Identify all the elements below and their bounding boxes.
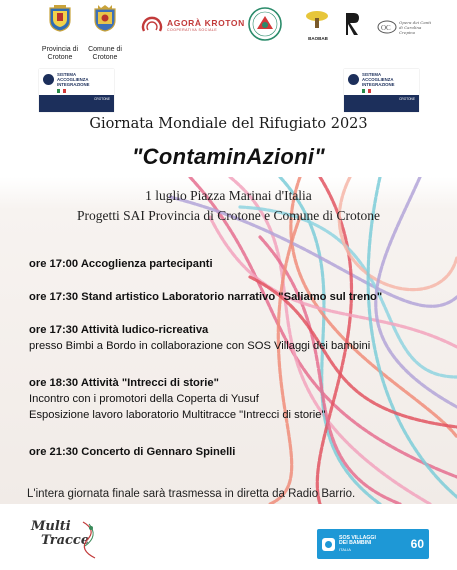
italy-flag-icon: [57, 89, 89, 93]
sos-line1: SOS VILLAGGI: [339, 534, 376, 541]
schedule-detail: presso Bimbi a Bordo in collaborazione con SOS Villaggi dei bambini: [29, 340, 371, 352]
multitracce-logo: [27, 518, 107, 564]
sai-line2: ACCOGLIENZA: [57, 76, 89, 82]
sai-line1: SISTEMA: [362, 72, 382, 77]
baobab-label: BAOBAB: [308, 36, 328, 41]
sai-dot-icon: [348, 74, 359, 85]
event-title: Giornata Mondiale del Rifugiato 2023: [89, 116, 368, 132]
r-monogram-icon: [345, 11, 361, 37]
multitracce-line2: Tracce: [41, 533, 90, 548]
schedule-detail: Incontro con i promotori della Coperta di Yusuf: [29, 393, 259, 405]
svg-text:OC: OC: [381, 24, 391, 32]
sos-line2: DEI BAMBINI: [339, 540, 372, 547]
sos-anniversary: 60: [410, 536, 424, 551]
schedule-item-4: [29, 375, 325, 423]
sai-foot-left: CROTONE: [94, 97, 110, 101]
comune-label: Comune di Crotone: [88, 46, 122, 61]
agora-kroton-logo: [141, 14, 245, 36]
event-name: "ContaminAzioni": [131, 144, 326, 169]
schedule-heading: ore 17:00 Accoglienza partecipanti: [29, 258, 213, 270]
italy-flag-icon: [362, 89, 394, 93]
opera-label: Opera dei Canti di Carolina Crepino: [399, 20, 432, 35]
sai-dot-icon: [43, 74, 54, 85]
provincia-label: Provincia di Crotone: [41, 46, 79, 61]
schedule-heading: ore 18:30 Attività "Intrecci di storie": [29, 377, 219, 389]
baobab-tree-icon: [303, 9, 331, 31]
sai-badge-right: [344, 69, 419, 112]
agora-sub: COOPERATIVA SOCIALE: [167, 27, 218, 32]
schedule-detail: Esposizione lavoro laboratorio Multitracce "Intrecci di storie": [29, 409, 326, 421]
opera-emblem-icon: [377, 20, 397, 34]
sai-line3: INTEGRAZIONE: [57, 81, 90, 87]
sai-line1: SISTEMA: [57, 72, 77, 77]
sos-house-icon: [322, 538, 335, 551]
sai-line2: ACCOGLIENZA: [362, 76, 394, 82]
sos-country: ITALIA: [339, 546, 351, 552]
sai-foot-right: CROTONE: [399, 97, 415, 101]
comune-crest-icon: [94, 5, 116, 32]
schedule-heading: ore 17:30 Stand artistico Laboratorio narrativo "Saliamo sul treno": [29, 291, 383, 303]
sai-line3: INTEGRAZIONE: [362, 81, 395, 87]
schedule-item-1: [29, 256, 213, 272]
sai-badge-left: [39, 69, 114, 112]
schedule-item-5: [29, 444, 235, 460]
thread-flourish-icon: [79, 520, 101, 560]
agora-arc-icon: [141, 14, 163, 36]
sos-villaggi-logo: [317, 529, 429, 559]
schedule-heading: ore 17:30 Attività ludico-ricreativa: [29, 324, 209, 336]
schedule-item-3: [29, 322, 370, 354]
provincia-crest-icon: [49, 5, 71, 32]
multitracce-line1: Multi: [31, 519, 71, 534]
date-place: 1 luglio Piazza Marinai d'Italia: [145, 188, 312, 203]
round-seal-icon: [248, 7, 282, 41]
projects-line: Progetti SAI Provincia di Crotone e Comune di Crotone: [77, 208, 380, 223]
agora-name: AGORÀ KROTON: [167, 17, 245, 28]
schedule-heading: ore 21:30 Concerto di Gennaro Spinelli: [29, 446, 236, 458]
schedule-item-2: [29, 289, 382, 305]
broadcast-note: L'intera giornata finale sarà trasmessa in diretta da Radio Barrio.: [27, 488, 356, 500]
